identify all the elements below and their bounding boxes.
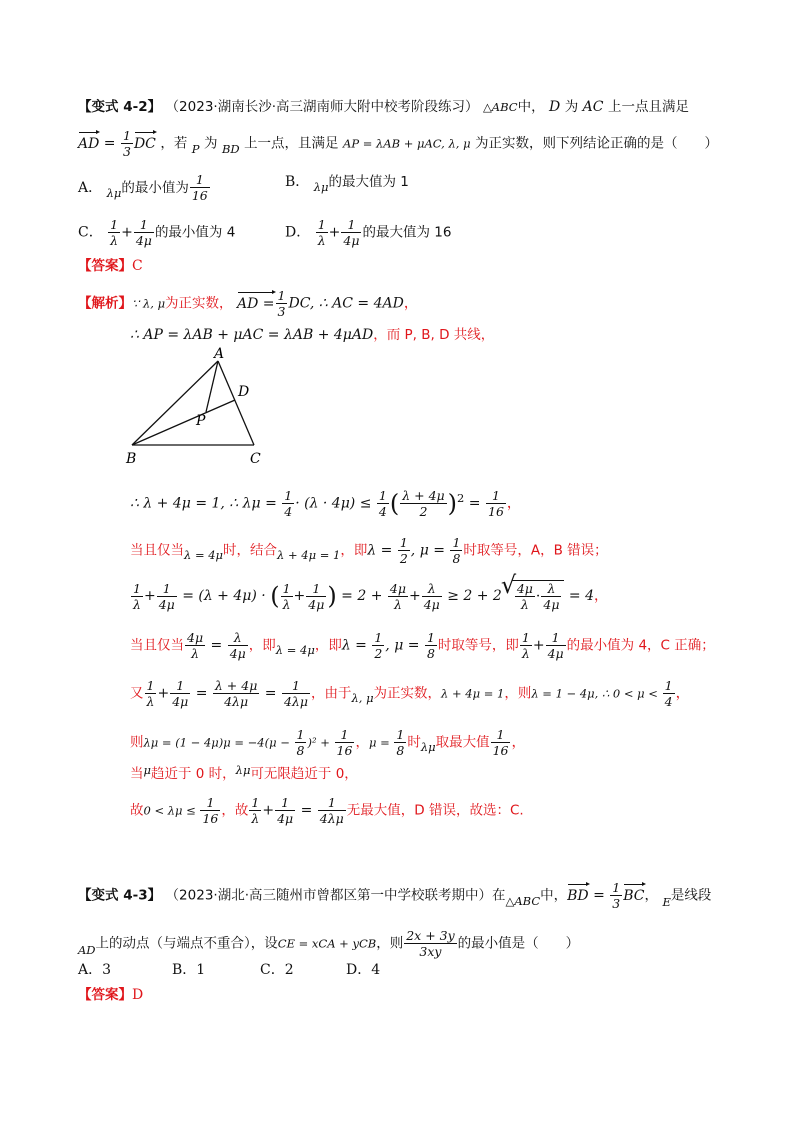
fraction: [170, 678, 190, 709]
math: ∵ λ, μ: [132, 296, 166, 311]
q43-text: 上的动点（与端点不重合），设: [95, 935, 278, 952]
frac-num: 1: [134, 217, 154, 233]
red-text: ，即: [340, 542, 368, 559]
frac-num: 1: [277, 288, 286, 303]
frac-den: 8: [426, 646, 435, 661]
frac-num: λ + 4μ: [214, 678, 258, 693]
frac-den: 16: [492, 743, 509, 758]
option-b: [285, 172, 409, 192]
fraction: [398, 535, 410, 566]
math: , μ =: [410, 542, 450, 559]
frac-den: 2: [419, 504, 428, 520]
fraction: [200, 795, 220, 826]
fraction: [190, 172, 210, 203]
math: λ =: [367, 542, 397, 559]
math: μ =: [368, 735, 394, 750]
q43-option-b: B．1: [172, 962, 206, 978]
fraction: [228, 630, 248, 661]
vector-bc: BC: [623, 887, 645, 904]
frac-num: 1: [426, 630, 435, 645]
edge-ac: [218, 361, 254, 445]
q42-line1: [78, 97, 689, 117]
fraction: [425, 630, 437, 661]
fraction: [400, 488, 446, 519]
q43-line2: [78, 928, 579, 959]
edge-ab: [132, 361, 218, 445]
punct: ，: [511, 734, 526, 751]
option-b-label: B．: [285, 174, 310, 190]
frac-num: 1: [110, 217, 119, 232]
frac-num: 1: [664, 678, 673, 693]
frac-num: λ: [422, 581, 442, 597]
frac-num: 1: [378, 488, 387, 504]
frac-den: λ: [110, 233, 119, 248]
frac-den: 4μ: [158, 596, 175, 612]
frac-num: 1: [282, 678, 310, 694]
math: DC, ∴ AC = 4AD: [288, 295, 404, 312]
label-b: B: [126, 451, 137, 467]
point-e: E: [662, 894, 671, 909]
frac-num: 1: [282, 580, 291, 596]
fraction: [316, 217, 328, 248]
frac-den: λ: [521, 646, 530, 661]
frac-num: 1: [251, 795, 260, 810]
math: λμ: [235, 763, 251, 777]
frac-num: 1: [486, 488, 506, 504]
fraction: [335, 727, 355, 758]
frac-num: 2x + 3y: [406, 928, 455, 943]
punct: ，: [403, 295, 418, 312]
math: λ = 4μ: [275, 642, 315, 657]
red-text: 无最大值，D 错误，故选：C.: [346, 802, 524, 819]
q42-text: 上一点，且满足: [244, 135, 339, 152]
frac-den: 3: [277, 304, 286, 319]
plus: +: [157, 685, 170, 702]
frac-num: 1: [200, 795, 220, 811]
sqrt: √ $\frac{4\mu}{\lambda}$ · $\frac{\lambda}{4\mu}$: [512, 580, 565, 612]
point-p: P: [191, 141, 200, 156]
frac-num: 1: [133, 580, 141, 596]
triangle-abc: △ABC: [482, 100, 518, 114]
analysis-line4: [130, 535, 608, 566]
math: λμ = (1 − 4μ)μ = −4(μ −: [143, 735, 294, 750]
analysis-line6: 当且仅当 $\frac{4\mu}{\lambda}$ = $\frac{\lambda}{4\mu}$ ，即$_{\lambda = 4\mu}$，即λ = $\frac{1}{2}$ , μ = $\frac{1}{8}$ 时取等号，即 $\frac{1}{\lambda}$ + $\frac{1}{4\mu}$ 的最小值为 4，C 正确；: [130, 630, 715, 661]
frac-num: 1: [374, 630, 383, 645]
red-text: 当且仅当: [130, 542, 184, 559]
answer-value: C: [132, 258, 143, 274]
frac-den: λ: [133, 596, 141, 612]
math: = 2 +: [336, 588, 387, 604]
frac-den: 16: [488, 504, 504, 520]
ap-expression: AP = λAB + μAC, λ, μ: [343, 136, 471, 151]
frac-den: 16: [191, 188, 208, 203]
q42-text: 为正实数，则下列结论正确的是（ ）: [475, 135, 719, 152]
segment-bd: BD: [221, 141, 240, 156]
label-p: P: [196, 413, 206, 429]
option-c-text: 的最小值为 4: [154, 224, 236, 241]
segment-ad: AD: [78, 942, 96, 957]
fraction: [213, 678, 259, 709]
frac-den: 4μ: [543, 597, 560, 612]
frac-den: 8: [296, 743, 305, 758]
frac-den: λ: [191, 646, 199, 661]
fraction: [249, 795, 261, 826]
fraction: [515, 581, 535, 612]
math: λ + 4μ = 1: [277, 547, 341, 562]
frac-den: λ: [393, 596, 402, 612]
red-text: 时: [407, 734, 421, 751]
analysis-line7: 又 $\frac{1}{\lambda}$ + $\frac{1}{4\mu}$ = $\frac{\lambda + 4\mu}{4\lambda\mu}$ = $\frac{1}{4\lambda\mu}$ ，由于$_{\lambda, \mu}$为正实数，λ + 4μ = 1，则λ = 1 − 4μ, ∴ 0 < μ < $\frac{1}{4}$ ，: [130, 678, 690, 709]
analysis-line5: $\frac{1}{\lambda}$ + $\frac{1}{4\mu}$ = (λ + 4μ) · ( $\frac{1}{\lambda}$ + $\frac{1}{4\mu}$ ) = 2 + $\frac{4\mu}{\lambda}$ + $\frac{\lambda}{4\mu}$ ≥ 2 + 2 √ $\frac{4\mu}{\lambda}$ · $\frac{\lambda}{4\mu}$ = 4，: [130, 580, 608, 612]
red-text: ，故: [221, 802, 249, 819]
lambda-mu: λμ: [106, 185, 122, 200]
frac-num: 4μ: [389, 580, 406, 596]
frac-den: 4μ: [547, 646, 564, 661]
math: =: [191, 685, 212, 702]
fraction: $\frac{1}{4}$: [378, 488, 387, 520]
q43-text: ，: [644, 887, 658, 904]
vector-dc: DC: [133, 135, 156, 152]
frac-num: 1: [317, 217, 326, 232]
fraction: [486, 488, 506, 519]
frac-den: 4μ: [229, 646, 246, 661]
red-text: 时，结合: [223, 542, 278, 559]
frac-den: 4: [664, 694, 673, 709]
fraction-one-third: [121, 128, 133, 159]
math: λ =: [341, 637, 372, 654]
point-d: D: [549, 99, 561, 115]
frac-num: 1: [318, 795, 346, 811]
fraction: [372, 630, 384, 661]
q43-text: 是线段: [670, 887, 712, 904]
plus: +: [328, 224, 341, 241]
q43-options: [78, 960, 380, 980]
punct: ，: [594, 588, 608, 604]
segment-bd: [132, 400, 235, 445]
red-text: 的最小值为 4，C 正确；: [566, 637, 715, 654]
red-text: 取最大值: [435, 734, 490, 751]
frac-num: 1: [399, 535, 408, 550]
frac-num: λ: [228, 630, 248, 646]
math: μ: [143, 763, 151, 777]
option-a-text: 的最小值为: [121, 179, 189, 196]
fraction: [134, 217, 154, 248]
frac-den: 8: [452, 551, 461, 566]
option-d-text: 的最大值为 16: [362, 224, 452, 241]
red-text: 时取等号，A，B 错误；: [463, 542, 608, 559]
plus: +: [143, 588, 156, 604]
q42-options-ab: [78, 172, 211, 203]
red-text: ，即: [248, 637, 276, 654]
frac-num: 1: [190, 172, 210, 188]
frac-den: 16: [202, 811, 219, 826]
plus: +: [532, 637, 545, 654]
q42-answer: [78, 256, 143, 276]
red-text: 当且仅当: [130, 637, 184, 654]
fraction: [318, 795, 346, 826]
frac-den: λ: [282, 596, 291, 612]
red-text: 故: [130, 802, 144, 819]
fraction: $\frac{1}{4}$: [284, 488, 293, 520]
punct: ，: [675, 685, 690, 702]
frac-num: 1: [452, 535, 461, 550]
math: λμ: [420, 739, 436, 754]
label-c: C: [250, 451, 261, 467]
frac-num: 1: [335, 727, 355, 743]
red-text: ，由于: [310, 685, 352, 702]
q42-text: ，若: [160, 135, 188, 152]
red-text: ，则: [504, 685, 532, 702]
frac-den: λ: [317, 233, 326, 248]
triangle-abc: △ABC: [505, 893, 541, 908]
q42-text: 上一点且满足: [607, 99, 689, 115]
fraction: [281, 581, 293, 612]
option-a-label: A．: [78, 179, 103, 196]
fraction: [295, 727, 307, 758]
frac-den: 16: [336, 743, 353, 758]
triangle-figure: [120, 345, 280, 470]
frac-num: 1: [396, 727, 405, 742]
fraction: [341, 217, 361, 248]
analysis-tag: 【解析】: [78, 295, 132, 312]
fraction: [131, 581, 143, 612]
frac-num: 1: [296, 727, 305, 742]
red-text: 当: [130, 766, 144, 782]
answer-tag: 【答案】: [78, 987, 132, 1003]
segment-ap: [206, 361, 218, 412]
q42-line2: [78, 128, 718, 159]
math: ≥ 2 + 2: [442, 588, 502, 604]
fraction: [546, 630, 566, 661]
analysis-line3: ∴ λ + 4μ = 1, ∴ λμ = $\frac{1}{4}$ · (λ · 4μ) ≤ $\frac{1}{4}$ ( $\frac{\lambda + 4\mu}{2}$ )$^2$ = $\frac{1}{16}$ ，: [130, 488, 521, 520]
q43-text: 中，: [540, 887, 568, 904]
analysis-line8: [130, 727, 525, 758]
segment-ac: AC: [582, 99, 604, 115]
plus: +: [408, 588, 421, 604]
red-text: 则: [130, 734, 144, 751]
fraction: [157, 581, 177, 612]
frac-num: 1: [146, 678, 155, 693]
frac-num: 1: [122, 128, 131, 143]
punct: ，: [506, 495, 521, 512]
frac-den: 4λμ: [224, 694, 249, 709]
fraction: [145, 678, 157, 709]
q43-source: （2023·湖北·高三随州市曾都区第一中学校联考期中）在: [165, 887, 506, 904]
fraction: [275, 795, 295, 826]
frac-den: λ: [251, 811, 260, 826]
fraction: [282, 678, 310, 709]
math: λ = 1 − 4μ, ∴ 0 < μ <: [531, 686, 662, 701]
q43-tag: 【变式 4-3】: [78, 887, 162, 904]
frac-num: 1: [546, 630, 566, 646]
math: λ, μ: [351, 690, 374, 705]
frac-den: 4μ: [277, 811, 294, 826]
red-text: ，而 P, B, D 共线，: [373, 327, 495, 343]
frac-den: λ: [520, 597, 529, 612]
frac-den: 4μ: [308, 596, 325, 612]
fraction: [610, 880, 622, 911]
fraction: [541, 581, 561, 612]
fraction: [520, 630, 532, 661]
option-c: [78, 217, 235, 248]
frac-den: 4λμ: [283, 694, 308, 709]
math: )² +: [307, 735, 334, 750]
red-text: 可无限趋近于 0，: [250, 766, 358, 782]
q43-text: 的最小值是（ ）: [457, 935, 580, 952]
math: = (λ + 4μ) ·: [177, 588, 271, 604]
vector-bd: BD: [567, 887, 589, 904]
fraction: [404, 928, 456, 959]
frac-den: λ: [146, 694, 155, 709]
fraction: [450, 535, 462, 566]
math: 0 < λμ ≤: [143, 803, 200, 818]
q43-option-a: A．3: [78, 962, 112, 978]
frac-num: √ 4μ: [516, 581, 533, 596]
math: =: [464, 495, 485, 512]
plus: +: [293, 588, 306, 604]
frac-den: 8: [396, 743, 405, 758]
q42-text: 为: [564, 99, 579, 115]
fraction: [491, 727, 511, 758]
math: , μ =: [385, 637, 424, 654]
lambda-mu: λμ: [313, 180, 329, 194]
frac-num: 4μ: [187, 630, 204, 645]
plus: +: [262, 802, 275, 819]
math: ∴ AP = λAB + μAC = λAB + 4μAD: [130, 327, 374, 343]
frac-den: 2: [374, 646, 383, 661]
q42-source: （2023·湖南长沙·高三湖南师大附中校考阶段练习）: [165, 99, 479, 115]
math: λ + 4μ = 1: [441, 686, 505, 701]
frac-num: 1: [284, 488, 293, 504]
red-text: 时取等号，即: [437, 637, 519, 654]
plus: +: [121, 224, 133, 241]
q42-tag: 【变式 4-2】: [78, 99, 162, 115]
q43-option-d: D．4: [346, 962, 381, 978]
fraction: [394, 727, 406, 758]
frac-den: 4μ: [135, 233, 152, 248]
math: =: [296, 802, 317, 819]
ce-expression: CE = xCA + yCB: [277, 936, 377, 951]
option-c-label: C．: [78, 224, 103, 241]
option-a: [78, 172, 211, 203]
math: AD =: [237, 295, 275, 312]
fraction: [276, 288, 288, 319]
q43-text: ，则: [376, 935, 404, 952]
frac-den: 4μ: [343, 233, 360, 248]
red-text: 为正实数，: [373, 685, 442, 702]
math: =: [588, 887, 610, 904]
red-text: 趋近于 0 时，: [150, 766, 236, 782]
q43-option-c: C．2: [260, 962, 294, 978]
analysis-line10: [130, 795, 524, 826]
q43-line1: [78, 880, 711, 911]
fraction: [663, 678, 675, 709]
frac-den: 4λμ: [319, 811, 344, 826]
fraction: [388, 581, 408, 612]
analysis-line2: [130, 325, 494, 345]
frac-num: λ + 4μ: [402, 488, 445, 504]
answer-value: D: [132, 987, 144, 1003]
option-d: [285, 217, 451, 248]
red-text: 又: [130, 685, 144, 702]
frac-num: 1: [612, 880, 621, 895]
frac-num: 1: [275, 795, 295, 811]
frac-den: 2: [399, 551, 408, 566]
exponent: 2: [457, 491, 465, 505]
red-text: ，: [355, 734, 369, 751]
red-text: 为正实数，: [165, 295, 233, 312]
math: λ = 4μ: [184, 547, 224, 562]
math: · (λ · 4μ) ≤: [295, 495, 376, 512]
frac-num: 1: [521, 630, 530, 645]
q43-answer: [78, 985, 143, 1005]
frac-num: 1: [341, 217, 361, 233]
math: =: [99, 135, 120, 152]
vector-ad: AD: [78, 135, 100, 152]
frac-num: 1: [306, 581, 326, 597]
frac-den: 4μ: [423, 596, 440, 612]
option-b-text: 的最大值为 1: [328, 174, 409, 190]
fraction: [185, 630, 205, 661]
fraction: [306, 581, 326, 612]
analysis-line9: [130, 764, 358, 784]
frac-den: 3xy: [419, 944, 442, 959]
frac-num: λ: [541, 581, 561, 597]
frac-den: 3: [612, 896, 621, 911]
fraction: [108, 217, 120, 248]
red-text: ，即: [314, 637, 342, 654]
frac-num: 1: [491, 727, 511, 743]
math: = 4: [564, 588, 594, 604]
frac-num: 1: [170, 678, 190, 694]
frac-den: 4μ: [172, 694, 189, 709]
q42-text: 中，: [517, 99, 545, 115]
label-a: A: [214, 346, 225, 362]
math: ∴ λ + 4μ = 1, ∴ λμ =: [130, 495, 282, 512]
option-d-label: D．: [285, 224, 311, 241]
analysis-line1: [78, 288, 418, 319]
frac-num: 1: [157, 581, 177, 597]
answer-tag: 【答案】: [78, 258, 132, 274]
frac-den: 3: [122, 144, 131, 159]
fraction: [422, 581, 442, 612]
q42-text: 为: [203, 135, 218, 152]
label-d: D: [238, 384, 250, 400]
